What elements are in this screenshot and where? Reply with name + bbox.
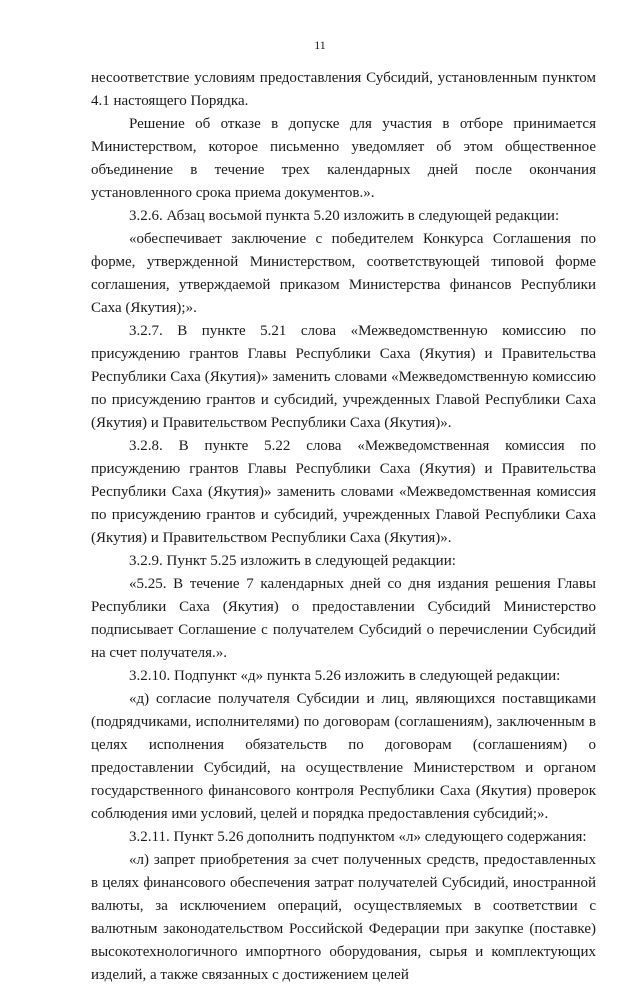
page-number: 11	[314, 38, 326, 52]
paragraph: 3.2.6. Абзац восьмой пункта 5.20 изложить в следующей редакции:	[129, 208, 560, 224]
paragraph: «обеспечивает заключение с победителем Конкурса Соглашения по форме, утвержденной Министерством, соответствующей типовой форме соглашения, утверждаемой приказом Министерства финансов Республики Саха (Якутия);».	[91, 231, 596, 316]
paragraph: «5.25. В течение 7 календарных дней со дня издания решения Главы Республики Саха (Якутия) о предоставлении Субсидий Министерство подписывает Соглашение с получателем Субсидий о перечислении Субсидий на счет получателя.».	[91, 576, 596, 661]
paragraph: 3.2.7. В пункте 5.21 слова «Межведомственную комиссию по присуждению грантов Главы Республики Саха (Якутия) и Правительства Республики Саха (Якутия)» заменить словами «Межведомственную комиссию по присуждению грантов и субсидий, учрежденных Главой Республики Саха (Якутия) и Правительством Республики Саха (Якутия)».	[91, 323, 596, 431]
paragraph: несоответствие условиям предоставления Субсидий, установленным пунктом 4.1 настоящего Порядка.	[91, 70, 596, 109]
paragraph: 3.2.9. Пункт 5.25 изложить в следующей редакции:	[129, 553, 456, 569]
document-body	[91, 67, 596, 987]
paragraph: 3.2.10. Подпункт «д» пункта 5.26 изложить в следующей редакции:	[129, 668, 561, 684]
paragraph: 3.2.8. В пункте 5.22 слова «Межведомственная комиссия по присуждению грантов Главы Республики Саха (Якутия) и Правительства Республики Саха (Якутия)» заменить словами «Межведомственная комиссия по присуждению грантов и субсидий, учрежденных Главой Республики Саха (Якутия) и Правительством Республики Саха (Якутия)».	[91, 438, 596, 546]
paragraph: «л) запрет приобретения за счет полученных средств, предоставленных в целях финансового обеспечения затрат получателей Субсидий, иностранной валюты, за исключением операций, осуществляемых в соответствии с валютным законодательством Российской Федерации при закупке (поставке) высокотехнологичного импортного оборудования, сырья и комплектующих изделий, а также связанных с достижением целей	[91, 852, 596, 983]
paragraph: 3.2.11. Пункт 5.26 дополнить подпунктом «л» следующего содержания:	[129, 829, 587, 845]
paragraph: «д) согласие получателя Субсидии и лиц, являющихся поставщиками (подрядчиками, исполнителями) по договорам (соглашениям), заключенным в целях исполнения обязательств по договорам (соглашениям) о предоставлении Субсидий, на осуществление Министерством и органом государственного финансового контроля Республики Саха (Якутия) проверок соблюдения ими условий, целей и порядка предоставления субсидий;».	[91, 691, 596, 822]
paragraph: Решение об отказе в допуске для участия в отборе принимается Министерством, которое письменно уведомляет об этом общественное объединение в течение трех календарных дней после окончания установленного срока приема документов.».	[91, 116, 596, 201]
